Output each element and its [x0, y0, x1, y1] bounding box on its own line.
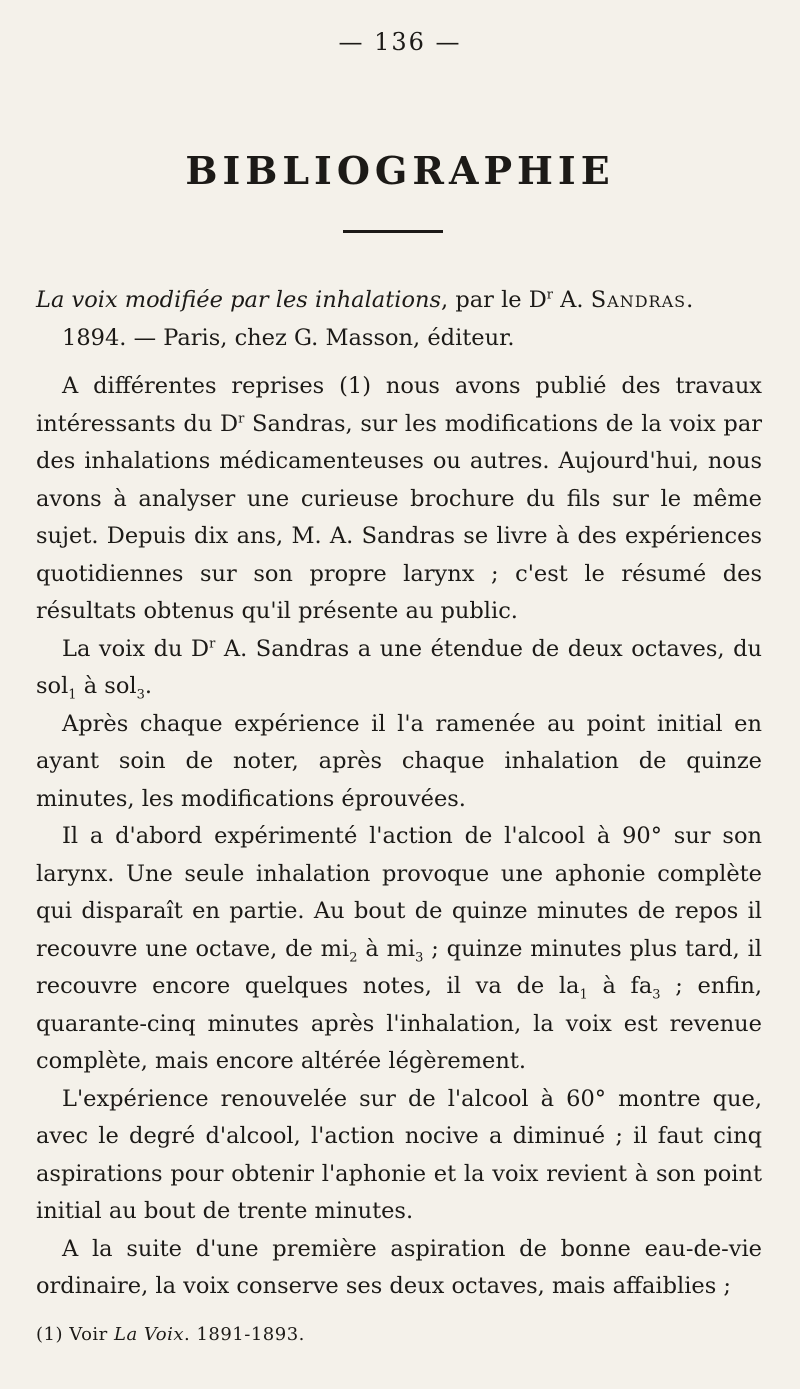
- subscript: 1: [68, 687, 77, 703]
- footnote-years: . 1891-1893.: [184, 1324, 305, 1345]
- paragraph: [36, 818, 762, 1081]
- paragraph-text: à mi: [357, 935, 416, 962]
- paragraph-text: à sol: [76, 673, 137, 699]
- publication-year: 1894.: [62, 324, 127, 351]
- paragraph-text: A différentes reprises (1) nous avons publié des travaux intéressants du D: [36, 373, 762, 437]
- footnote-mark: (1) Voir: [36, 1324, 114, 1345]
- footnote-title: La Voix: [114, 1324, 184, 1345]
- author-initial: A.: [553, 287, 591, 313]
- paragraph-text: ; enfin, quarante-cinq minutes après l'inhalation, la voix est revenue complète, mais encore altérée légèrement.: [36, 973, 762, 1074]
- reference-by: , par le: [441, 287, 522, 313]
- page-number: — 136 —: [338, 28, 462, 56]
- doctor-abbrev: D: [528, 287, 547, 313]
- section-heading: BIBLIOGRAPHIE: [185, 148, 615, 193]
- paragraph-text: Sandras, sur les modifications de la voix par des inhalations médicamenteuses ou autres. Aujourd'hui, nous avons à analyser une curieuse brochure du fils sur le même sujet. Depuis dix ans, M. A. Sandras se livre à des expériences quotidiennes sur son propre larynx ; c'est le résumé des résultats obtenus qu'il présente au public.: [36, 410, 762, 624]
- book-title: La voix modifiée par les inhalations: [36, 287, 442, 313]
- bibliographic-reference: [36, 282, 762, 357]
- subscript: 3: [136, 687, 145, 703]
- reference-line-1: [36, 282, 762, 320]
- paragraph: L'expérience renouvelée sur de l'alcool à 60° montre que, avec le degré d'alcool, l'action nocive a diminué ; il faut cinq aspirations pour obtenir l'aphonie et la voix revient à son point initial au bout de trente minutes.: [36, 1085, 762, 1224]
- review-body: [36, 368, 762, 1306]
- heading-rule: [343, 230, 443, 233]
- subscript: 3: [652, 987, 661, 1003]
- paragraph-text: La voix du D: [62, 635, 210, 662]
- paragraph-text: ; quinze minutes plus tard, il recouvre encore quelques notes, il va de la: [36, 935, 763, 999]
- paragraph: A la suite d'une première aspiration de bonne eau-de-vie ordinaire, la voix conserve ses deux octaves, mais affaiblies ;: [36, 1235, 762, 1299]
- paragraph: [36, 631, 762, 706]
- subscript: 1: [579, 987, 588, 1003]
- paragraph-text: à fa: [587, 973, 653, 999]
- superscript: r: [238, 411, 245, 426]
- subscript: 3: [415, 950, 424, 965]
- paragraph-text: A. Sandras a une étendue de deux octaves, du sol: [36, 635, 762, 699]
- subscript: 2: [349, 950, 358, 965]
- superscript: r: [209, 636, 216, 651]
- reference-line-2: [36, 320, 762, 358]
- paragraph: [36, 368, 762, 631]
- paragraph-text: .: [144, 673, 153, 699]
- publisher: — Paris, chez G. Masson, éditeur.: [126, 324, 515, 351]
- footnote: [36, 1324, 305, 1345]
- paragraph: Après chaque expérience il l'a ramenée au point initial en ayant soin de noter, après chaque inhalation de quinze minutes, les modifications éprouvées.: [36, 710, 762, 812]
- doctor-sup: r: [546, 287, 554, 303]
- author-name: Sandras.: [590, 287, 695, 313]
- paragraph-text: Il a d'abord expérimenté l'action de l'alcool à 90° sur son larynx. Une seule inhalation provoque une aphonie complète qui disparaît en partie. Au bout de quinze minutes de repos il recouvre une octave, de mi: [36, 823, 762, 962]
